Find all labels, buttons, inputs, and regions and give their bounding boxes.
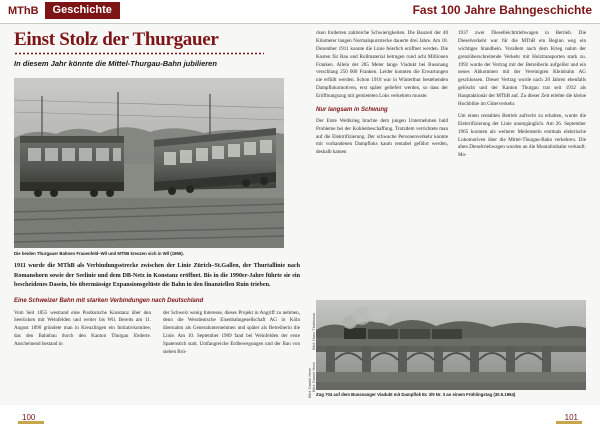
paragraph: 1937 zwei Dieselleichttriebwagen in Betrieb. Die Dieselverkehr war für die MThB ein Beginn weg ein wichtiges Standbein. Vorallem nach dem Krieg nahm der grenzüberschreitende Verkehr mit Holztransporten stark zu. 1992 wurde der Vertrag mit der Betreiberin aufgelöst und ein neues Abkommen mit der Vereinigten Kleinbahn AG geschlossen. Dieser Vertrag wurde nach 20 Jahren ebenfalls gelöscht und der Kanton Thurgau trat seit 1932 als Hauptaktionär der MThB auf. Zu dieser Zeit erlebte die kleine Hochblüte im Güterverkehr.	[458, 30, 586, 108]
page-number-left: 100	[22, 413, 36, 422]
article-subtitle: In diesem Jahr könnte die Mittel-Thurgau-Bahn jubilieren	[14, 58, 217, 68]
article-title: Einst Stolz der Thurgauer	[14, 29, 219, 50]
page-header	[0, 0, 600, 24]
viaduct-train-photo	[316, 300, 586, 390]
paragraph: Der Erste Weltkrieg brachte dem jungen Unternehmen bald Probleme bei der Kohlenbeschaffung. Trotzdem verrichtete man auf die Elektrifizierung. Der schwache Personenverkehr konnte mit vorhandenen Dampfloks kaum rentabel geführt werden, deshalb kamen	[316, 117, 448, 156]
photo-credit-bottom-b: Bild: Hans Thalmann	[311, 312, 316, 350]
photo-credit-left: Bild: Daniel Heer	[307, 367, 312, 398]
column-right	[458, 30, 586, 164]
photo-bottom-caption: Zug 704 auf dem Bussnanger Viadukt mit Dampflok Ec 3/5 Nr. 3 an einem Frühlingstag (30.5.1964)	[316, 392, 516, 397]
paragraph: Um einen rentablen Betrieb aufrecht zu erhalten, wurde die Elektrifizierung der Linie unumgänglich. Am 26. September 1965 konnten als weiterer Meilenstein erstmals elektrische Lokomotiven über die Mittel-Thurgau-Bahn verkehren. Die alten Dieseltriebwagen wurden an die Montafonbahn verkauft. Mo-	[458, 112, 586, 159]
section-heading-1: Eine Schweizer Bahn mit starken Verbindungen nach Deutschland	[14, 297, 204, 304]
section-heading-2: Nur langsam in Schwung	[316, 107, 388, 114]
rubric-badge: Geschichte	[45, 2, 120, 19]
photo-art-bottom	[316, 300, 586, 390]
column-middle	[316, 30, 448, 161]
paragraph: der Schweiz wenig Interesse, dieses Projekt in Angriff zu nehmen, denn die Westdeutsche Eisenbahngesellschaft AG in Köln übernahm als Generalunternehmen und später als Betreiberin die Linie. Am 10. September 1909 fand bei Weinfelden der erste Spatenstich statt. Umfangreiche Erdbewegungen und der Bau von sieben Brü-	[163, 309, 300, 356]
header-left-group	[8, 2, 120, 19]
column-left	[14, 30, 300, 357]
photo-art-main	[14, 78, 284, 248]
spread-headline: Fast 100 Jahre Bahngeschichte	[412, 3, 592, 17]
historic-railcar-photo	[14, 78, 284, 248]
header-divider	[0, 23, 600, 24]
article-lead: 1911 wurde die MThB als Verbindungsstrecke zwischen der Linie Zürich–St.Gallen, der Thurtallinie nach Romanshorn sowie der Seelinie und dem DB-Netz in Konstanz eröffnet. Bis in die 1990er-Jahre führte sie ein bescheidenes Dasein, bis übermässige Expansionsgelüste die Bahn in den finanziellen Ruin trieben.	[14, 263, 300, 288]
magazine-logo: MThB	[8, 4, 39, 17]
section-1-body	[14, 310, 300, 357]
title-dotted-rule	[14, 52, 264, 55]
page-number-right: 101	[564, 413, 578, 422]
paragraph: Vom Seit 1855 westrand eine Postkutsche Konstanz über den Seerücken mit Weinfelden und weiter bis Wil. Bereits am 11. August 1890 gründete man in Kreuzlingen ein Initiativkomitee, das den Bahnbau durch den Kanton Thurgau förderte. Anscheinend bestand in	[14, 309, 151, 348]
page-footer	[0, 405, 600, 427]
photo-credit-bottom-a: Bild: Daniel Heer	[311, 361, 316, 392]
paragraph: cken forderten zahlreiche Schwierigkeiten. Die Bauzeit der 40 Kilometer langen Normalspurstrecke dauerte drei Jahre. Am 18. Dezember 1911 konnte die Linie feierlich eröffnet werden. Die Kosten für Bau und Rollmaterial betrugen rund acht Millionen Franken. Allein der 285 Meter lange Viadukt bei Bussnang verschlang 250 000 Franken. Leider konnten die Erwartungen nie erfüllt werden. Schon 1918 war in Winterthur bestehenden Dampflokomotiven, erst später geliefert werden, so dass der Eröffnungszug mit gemieteten Loks verkehren musste.	[316, 30, 448, 100]
photo-main-caption: Die beiden Thurgauer Bahnen Frauenfeld–Wil und MThB kreuzen sich in Wil (1955).	[14, 250, 184, 256]
